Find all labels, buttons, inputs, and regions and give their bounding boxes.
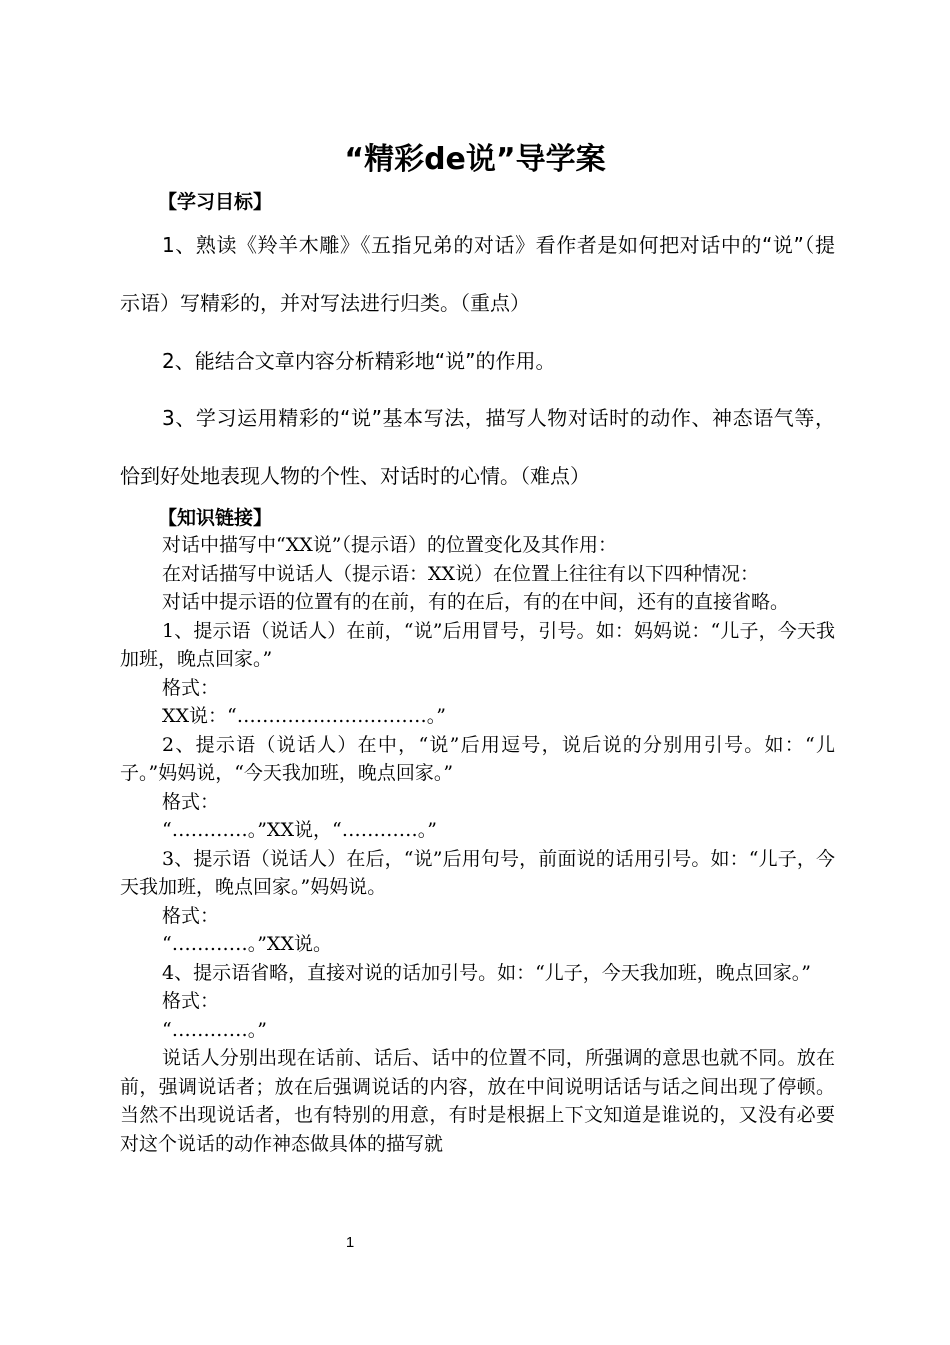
- objective-item-1: 1、熟读《羚羊木雕》《五指兄弟的对话》看作者是如何把对话中的“说”（提示语）写精彩的，并对写法进行归类。（重点）: [120, 233, 835, 315]
- format-example: “…………。”XX说。: [162, 933, 332, 955]
- page-title: “精彩de说”导学案: [344, 142, 606, 177]
- knowledge-paragraph: 在对话描写中说话人（提示语：XX说）在位置上往往有以下四种情况：: [162, 562, 760, 585]
- knowledge-paragraph: 3、提示语（说话人）在后，“说”后用句号，前面说的话用引号。如：“儿子，今天我加班，晚点回家。”妈妈说。: [120, 847, 835, 898]
- knowledge-paragraph: 对话中描写中“XX说”（提示语）的位置变化及其作用：: [162, 534, 617, 556]
- page-number: 1: [345, 1234, 355, 1251]
- knowledge-heading: 【知识链接】: [158, 507, 273, 529]
- format-label: 格式：: [162, 790, 220, 813]
- knowledge-paragraph: 1、提示语（说话人）在前，“说”后用冒号，引号。如：妈妈说：“儿子，今天我加班，晚点回家。”: [120, 619, 835, 670]
- knowledge-paragraph: 2、提示语（说话人）在中，“说”后用逗号，说后说的分别用引号。如：“儿子。”妈妈说，“今天我加班，晚点回家。”: [120, 733, 835, 784]
- knowledge-paragraph: 对话中提示语的位置有的在前，有的在后，有的在中间，还有的直接省略。: [162, 591, 790, 613]
- format-label: 格式：: [162, 990, 220, 1012]
- format-example: “…………。”XX说，“…………。”: [162, 819, 437, 841]
- format-example: XX说：“…………………………。”: [162, 705, 446, 727]
- knowledge-body: [120, 531, 835, 1158]
- format-example: “…………。”: [162, 1018, 267, 1041]
- objective-item-2: 2、能结合文章内容分析精彩地“说”的作用。: [162, 349, 556, 373]
- objective-item-3: 3、学习运用精彩的“说”基本写法，描写人物对话时的动作、神态语气等，恰到好处地表现人物的个性、对话时的心情。（难点）: [120, 406, 835, 488]
- knowledge-paragraph: 4、提示语省略，直接对说的话加引号。如：“儿子，今天我加班，晚点回家。”: [162, 961, 812, 984]
- format-label: 格式：: [162, 904, 220, 927]
- knowledge-paragraph: 说话人分别出现在话前、话后、话中的位置不同，所强调的意思也就不同。放在前，强调说话者；放在后强调说话的内容，放在中间说明话话与话之间出现了停顿。当然不出现说话者，也有特别的用意，有时是根据上下文知道是谁说的，又没有必要对这个说话的动作神态做具体的描写就: [120, 1047, 835, 1155]
- objectives-heading: 【学习目标】: [158, 191, 273, 213]
- format-label: 格式：: [162, 676, 220, 699]
